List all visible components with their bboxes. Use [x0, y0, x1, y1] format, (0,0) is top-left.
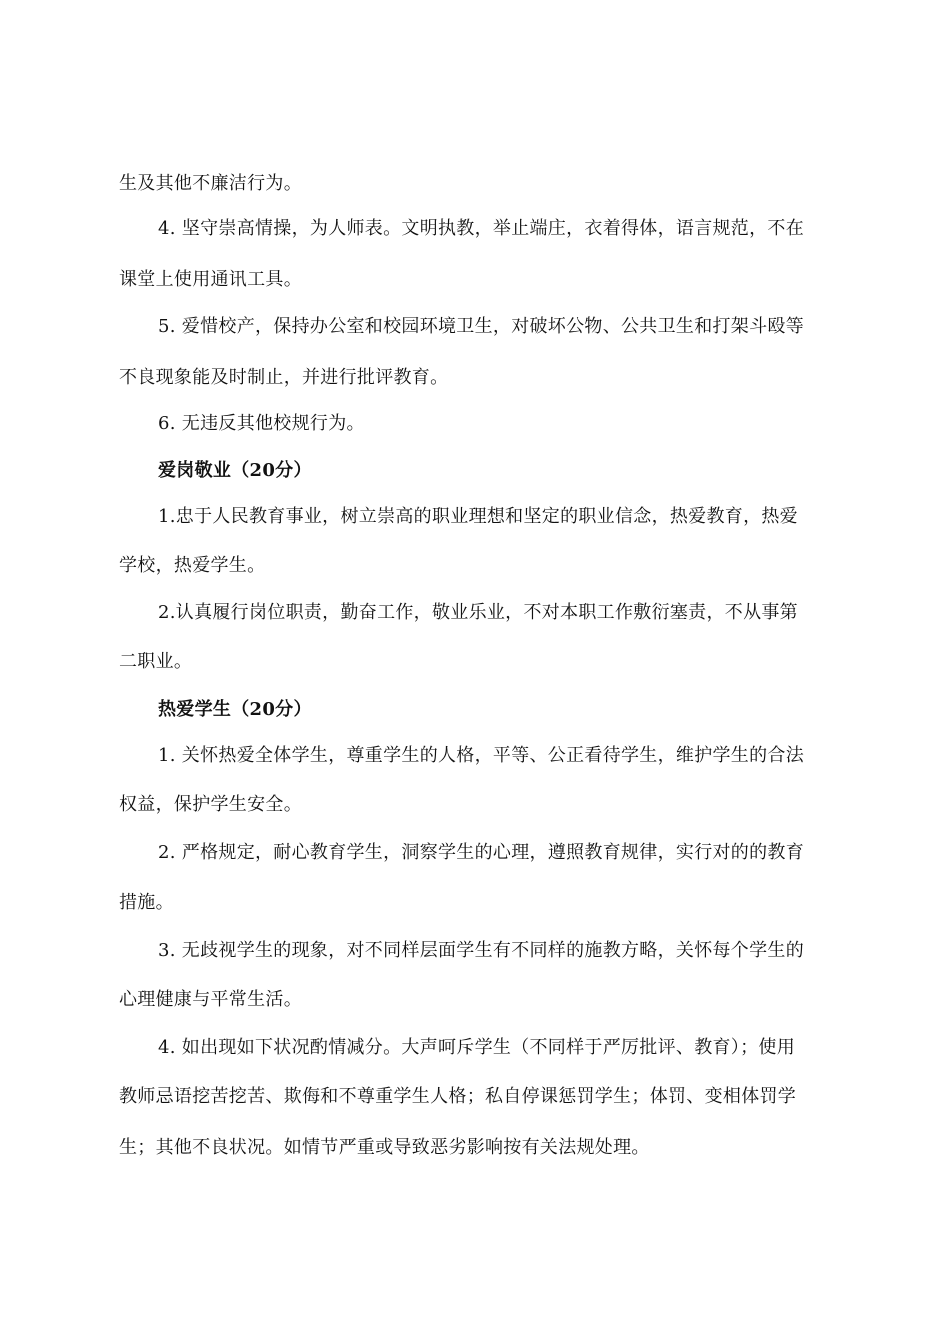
text-line: 3. 无歧视学生的现象，对不同样层面学生有不同样的施教方略，关怀每个学生的	[158, 940, 804, 961]
text-line: 2. 严格规定，耐心教育学生，洞察学生的心理，遵照教育规律，实行对的的教育	[158, 842, 804, 863]
text-line: 6. 无违反其他校规行为。	[158, 413, 365, 434]
section-heading: 爱岗敬业（20分）	[158, 460, 312, 481]
text-line: 措施。	[119, 892, 174, 913]
text-line: 教师忌语挖苦挖苦、欺侮和不尊重学生人格；私自停课惩罚学生；体罚、变相体罚学	[119, 1086, 797, 1107]
text-line: 心理健康与平常生活。	[119, 989, 302, 1010]
text-line: 4. 坚守崇高情操，为人师表。文明执教，举止端庄，衣着得体，语言规范，不在	[158, 218, 804, 239]
text-line: 1. 关怀热爱全体学生，尊重学生的人格，平等、公正看待学生，维护学生的合法	[158, 745, 804, 766]
text-line: 4. 如出现如下状况酌情减分。大声呵斥学生（不同样于严厉批评、教育）；使用	[158, 1037, 795, 1058]
section-heading: 热爱学生（20分）	[158, 699, 312, 720]
text-line: 5. 爱惜校产，保持办公室和校园环境卫生，对破坏公物、公共卫生和打架斗殴等	[158, 316, 804, 337]
text-line: 学校，热爱学生。	[119, 555, 266, 576]
text-line: 二职业。	[119, 651, 193, 672]
text-line: 不良现象能及时制止，并进行批评教育。	[119, 367, 449, 388]
text-line: 生；其他不良状况。如情节严重或导致恶劣影响按有关法规处理。	[119, 1137, 650, 1158]
text-line: 2.认真履行岗位职责，勤奋工作，敬业乐业，不对本职工作敷衍塞责，不从事第	[158, 602, 798, 623]
text-line: 权益，保护学生安全。	[119, 794, 302, 815]
text-line: 1.忠于人民教育事业，树立崇高的职业理想和坚定的职业信念，热爱教育，热爱	[158, 506, 798, 527]
text-line: 生及其他不廉洁行为。	[119, 173, 302, 194]
text-line: 课堂上使用通讯工具。	[119, 269, 302, 290]
